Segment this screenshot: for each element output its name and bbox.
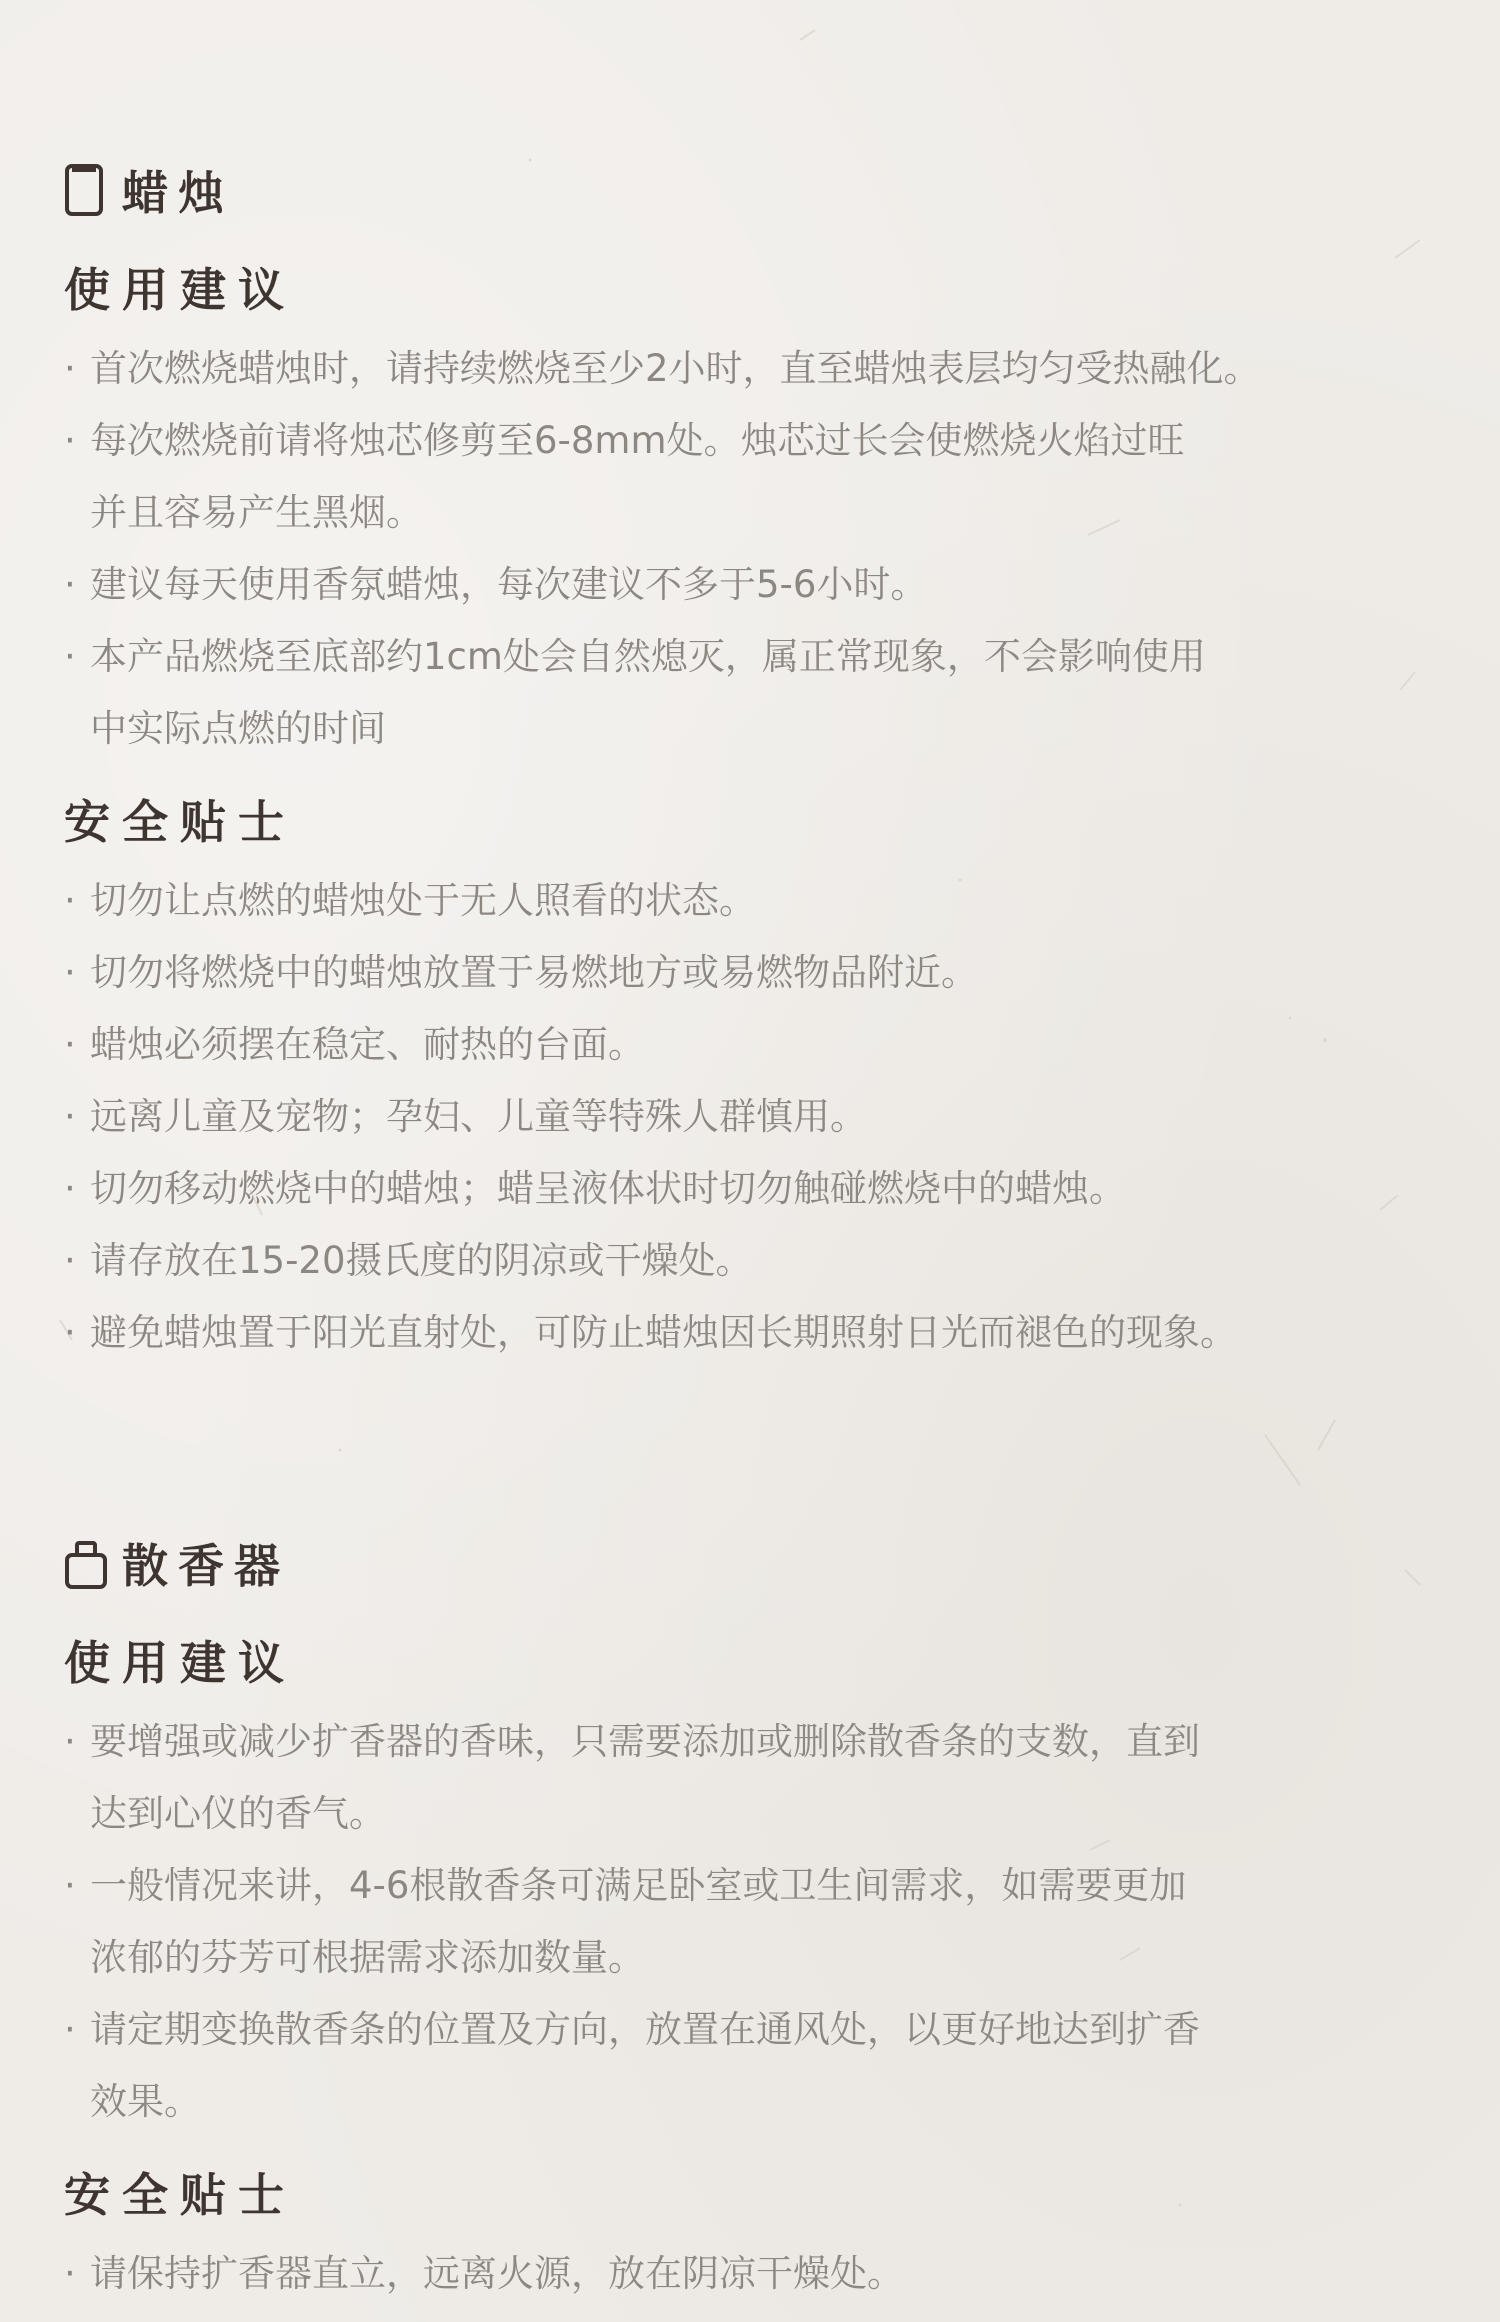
bullet: · [64, 347, 76, 390]
list-item-text: 建议每天使用香氛蜡烛，每次建议不多于5-6小时。 [90, 563, 928, 606]
list-item [64, 405, 1444, 549]
list-item-text: 避免蜡烛置于阳光直射处，可防止蜡烛因长期照射日光而褪色的现象。 [90, 1311, 1237, 1354]
list-item [64, 1009, 1444, 1081]
list-item [64, 1706, 1444, 1850]
list-item-text: 达到心仪的香气。 [90, 1792, 386, 1835]
bullet: · [64, 563, 76, 606]
list-item [64, 1994, 1444, 2138]
list-item-text: 远离儿童及宠物；孕妇、儿童等特殊人群慎用。 [90, 1095, 867, 1138]
bullet: · [64, 2008, 76, 2051]
list-item [64, 1081, 1444, 1153]
list-item-text: 并且容易产生黑烟。 [90, 491, 423, 534]
bullet: · [64, 1311, 76, 1354]
list-item-text: 效果。 [90, 2080, 201, 2123]
diffuser-section [64, 1528, 1444, 2310]
bullet: · [64, 1095, 76, 1138]
section-title-text: 散香器 [122, 1539, 290, 1593]
diffuser-bottle-icon [64, 1533, 108, 1593]
usage-tips-list [64, 333, 1444, 765]
list-item [64, 865, 1444, 937]
bullet: · [64, 2252, 76, 2295]
bullet: · [64, 635, 76, 678]
list-item-text: 首次燃烧蜡烛时，请持续燃烧至少2小时，直至蜡烛表层均匀受热融化。 [90, 347, 1261, 390]
list-item [64, 549, 1444, 621]
list-item-text: 切勿移动燃烧中的蜡烛；蜡呈液体状时切勿触碰燃烧中的蜡烛。 [90, 1167, 1126, 1210]
bullet: · [64, 1167, 76, 1210]
list-item-text: 一般情况来讲，4-6根散香条可满足卧室或卫生间需求，如需要更加 [90, 1864, 1187, 1907]
bullet: · [64, 1239, 76, 1282]
bullet: · [64, 1023, 76, 1066]
section-title-diffuser [64, 1528, 1444, 1598]
list-item-text: 请保持扩香器直立，远离火源，放在阴凉干燥处。 [90, 2252, 904, 2295]
safety-tips-list [64, 2238, 1444, 2310]
usage-tips-list [64, 1706, 1444, 2138]
safety-tips-heading: 安全贴士 [64, 2168, 296, 2222]
bullet: · [64, 1864, 76, 1907]
list-item-text: 要增强或减少扩香器的香味，只需要添加或删除散香条的支数，直到 [90, 1720, 1200, 1763]
candle-jar-icon [64, 160, 108, 220]
list-item [64, 1850, 1444, 1994]
bullet: · [64, 951, 76, 994]
list-item-text: 中实际点燃的时间 [90, 707, 386, 750]
list-item-text: 请定期变换散香条的位置及方向，放置在通风处，以更好地达到扩香 [90, 2008, 1200, 2051]
safety-tips-list [64, 865, 1444, 1369]
list-item-text: 浓郁的芬芳可根据需求添加数量。 [90, 1936, 645, 1979]
list-item [64, 1153, 1444, 1225]
list-item-text: 蜡烛必须摆在稳定、耐热的台面。 [90, 1023, 645, 1066]
usage-tips-heading: 使用建议 [64, 263, 296, 317]
bullet: · [64, 879, 76, 922]
section-title-text: 蜡烛 [122, 166, 234, 220]
list-item-text: 请存放在15-20摄氏度的阴凉或干燥处。 [90, 1239, 753, 1282]
list-item [64, 1225, 1444, 1297]
list-item [64, 621, 1444, 765]
list-item-text: 本产品燃烧至底部约1cm处会自然熄灭，属正常现象，不会影响使用 [90, 635, 1206, 678]
list-item [64, 333, 1444, 405]
list-item [64, 2238, 1444, 2310]
section-title-candle [64, 155, 1444, 225]
bullet: · [64, 1720, 76, 1763]
candle-section [64, 155, 1444, 1369]
safety-tips-heading: 安全贴士 [64, 795, 296, 849]
list-item-text: 切勿将燃烧中的蜡烛放置于易燃地方或易燃物品附近。 [90, 951, 978, 994]
list-item-text: 每次燃烧前请将烛芯修剪至6-8mm处。烛芯过长会使燃烧火焰过旺 [90, 419, 1185, 462]
list-item [64, 937, 1444, 1009]
usage-tips-heading: 使用建议 [64, 1636, 296, 1690]
list-item [64, 1297, 1444, 1369]
list-item-text: 切勿让点燃的蜡烛处于无人照看的状态。 [90, 879, 756, 922]
bullet: · [64, 419, 76, 462]
